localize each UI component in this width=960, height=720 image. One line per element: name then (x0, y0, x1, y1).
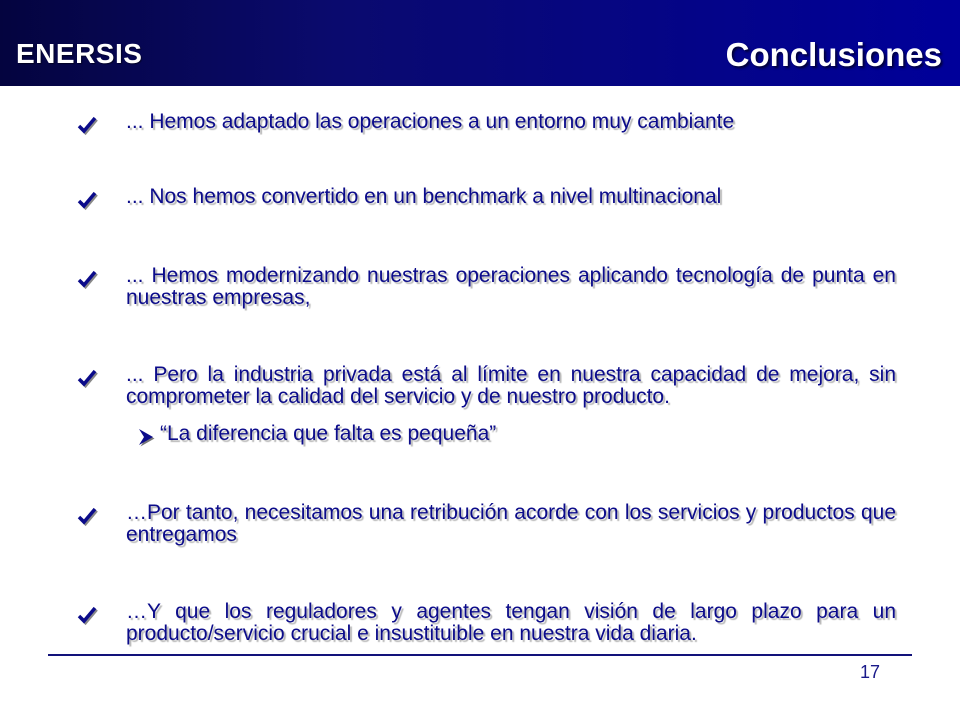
bullet-text: …Por tanto, necesitamos una retribución acorde con los servicios y productos que entregamos (126, 501, 896, 546)
checkmark-icon (76, 604, 98, 626)
bullet-text: ... Nos hemos convertido en un benchmark a nivel multinacional (126, 185, 722, 208)
page-number: 17 (860, 662, 881, 682)
checkmark-icon (76, 505, 98, 527)
footer-divider (48, 654, 912, 656)
bullet-text: ... Hemos adaptado las operaciones a un entorno muy cambiante (126, 110, 735, 133)
bullet-text: …Y que los reguladores y agentes tengan visión de largo plazo para un producto/servicio crucial e insustituible en nuestra vida diaria. (126, 600, 896, 645)
sub-bullet-text: “La diferencia que falta es pequeña” (160, 422, 497, 445)
checkmark-icon (76, 268, 98, 290)
checkmark-icon (76, 114, 98, 136)
arrowhead-bullet-icon (136, 427, 156, 447)
checkmark-icon (76, 367, 98, 389)
enersis-logo: ENERSIS (16, 38, 143, 69)
bullet-text: ... Pero la industria privada está al límite en nuestra capacidad de mejora, sin comprometer la calidad del servicio y de nuestro producto. (126, 363, 896, 408)
checkmark-icon (76, 189, 98, 211)
slide-title: Conclusiones (725, 36, 942, 73)
bullet-text: ... Hemos modernizando nuestras operaciones aplicando tecnología de punta en nuestras empresas, (126, 264, 896, 309)
